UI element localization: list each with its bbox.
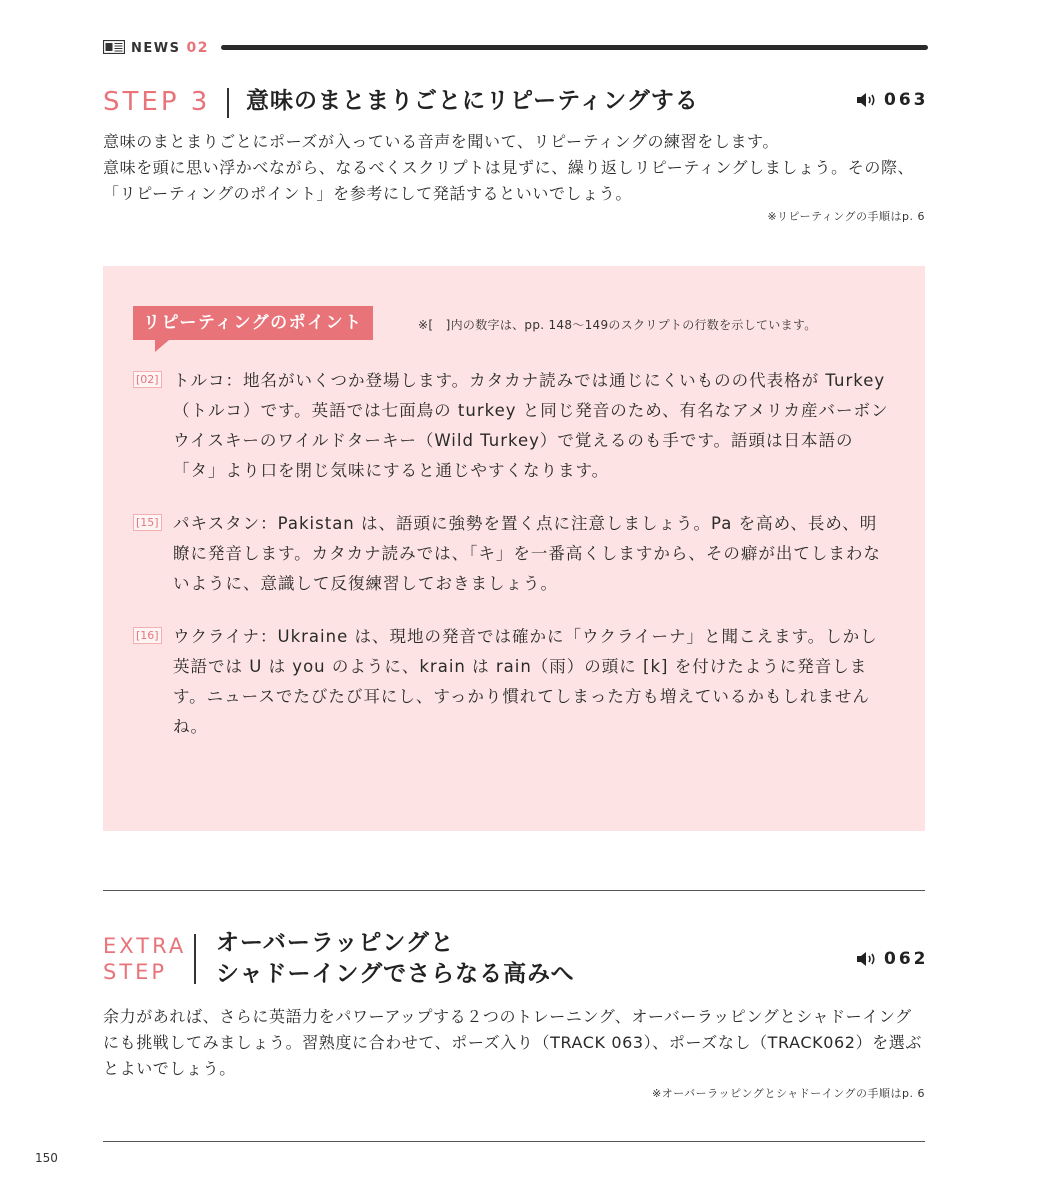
step3-label: STEP 3: [103, 87, 211, 117]
points-tag: [133, 306, 373, 340]
point-text: ウクライナ：Ukraine は、現地の発音では確かに「ウクライーナ」と聞こえます。しかし英語では U は you のように、krain は rain（雨）の頭に [k] を付けたように発音します。ニュースでたびたび耳にし、すっかり慣れてしまった方も増えているかもしれませんね。: [173, 627, 878, 736]
step3-title: 意味のまとまりごとにリピーティングする: [246, 88, 699, 114]
points-tag-label: リピーティングのポイント: [133, 306, 373, 340]
extra-label-line2: STEP: [103, 960, 168, 984]
point-text: トルコ：地名がいくつか登場します。カタカナ読みでは通じにくいものの代表格が Turkey（トルコ）です。英語では七面鳥の turkey と同じ発音のため、有名なアメリカ産バーボンウイスキーのワイルドターキー（Wild Turkey）で覚えるのも手です。語頭は日本語の「タ」より口を閉じ気味にすると通じやすくなります。: [173, 371, 889, 480]
news-number: 02: [186, 40, 209, 56]
step3-track-number: 063: [884, 90, 929, 110]
step3-note: ※リピーティングの手順はp. 6: [767, 210, 925, 223]
bottom-rule: [103, 1141, 925, 1142]
point-item: [133, 509, 893, 599]
speaker-icon: [856, 92, 878, 108]
step3-separator: [227, 88, 229, 118]
point-text: パキスタン：Pakistan は、語頭に強勢を置く点に注意しましょう。Pa を高め、長め、明瞭に発音します。カタカナ読みでは、「キ」を一番高くしますから、その癖が出てしまわないように、意識して反復練習しておきましょう。: [173, 514, 881, 593]
extra-note: ※オーバーラッピングとシャドーイングの手順はp. 6: [652, 1087, 925, 1100]
news-label: NEWS 02: [131, 40, 209, 56]
extra-label-line1: EXTRA: [103, 934, 187, 958]
header-rule: [221, 45, 928, 50]
step3-track: [856, 90, 929, 110]
extra-title: [216, 928, 575, 990]
point-line-number: [16]: [133, 627, 162, 644]
extra-paragraph: 余力があれば、さらに英語力をパワーアップする２つのトレーニング、オーバーラッピングとシャドーイングにも挑戦してみましょう。習熟度に合わせて、ポーズ入り（TRACK 063）、ポーズなし（TRACK062）を選ぶとよいでしょう。: [103, 1007, 922, 1078]
news-header: [103, 38, 928, 58]
point-item: [133, 366, 893, 486]
extra-track: [856, 949, 929, 969]
extra-title-line1: オーバーラッピングと: [216, 930, 455, 956]
extra-step-label: [103, 933, 186, 985]
speaker-icon: [856, 951, 878, 967]
page-number: 150: [35, 1151, 58, 1165]
section-divider: [103, 890, 925, 891]
point-line-number: [15]: [133, 514, 162, 531]
extra-separator: [194, 934, 196, 984]
extra-track-number: 062: [884, 949, 929, 969]
extra-title-line2: シャドーイングでさらなる高みへ: [216, 961, 575, 987]
step3-paragraph-1: 意味のまとまりごとにポーズが入っている音声を聞いて、リピーティングの練習をします。: [103, 132, 779, 151]
point-item: [133, 622, 893, 742]
step3-body: [103, 129, 925, 207]
point-line-number: [02]: [133, 371, 162, 388]
repeating-points-box: [103, 266, 925, 831]
newspaper-icon: [103, 40, 125, 54]
points-tag-note: ※[ ]内の数字は、pp. 148～149のスクリプトの行数を示しています。: [418, 318, 817, 332]
step3-paragraph-2: 意味を頭に思い浮かべながら、なるべくスクリプトは見ずに、繰り返しリピーティングしましょう。その際、「リピーティングのポイント」を参考にして発話するといいでしょう。: [103, 158, 915, 203]
points-tag-tail: [155, 340, 169, 352]
